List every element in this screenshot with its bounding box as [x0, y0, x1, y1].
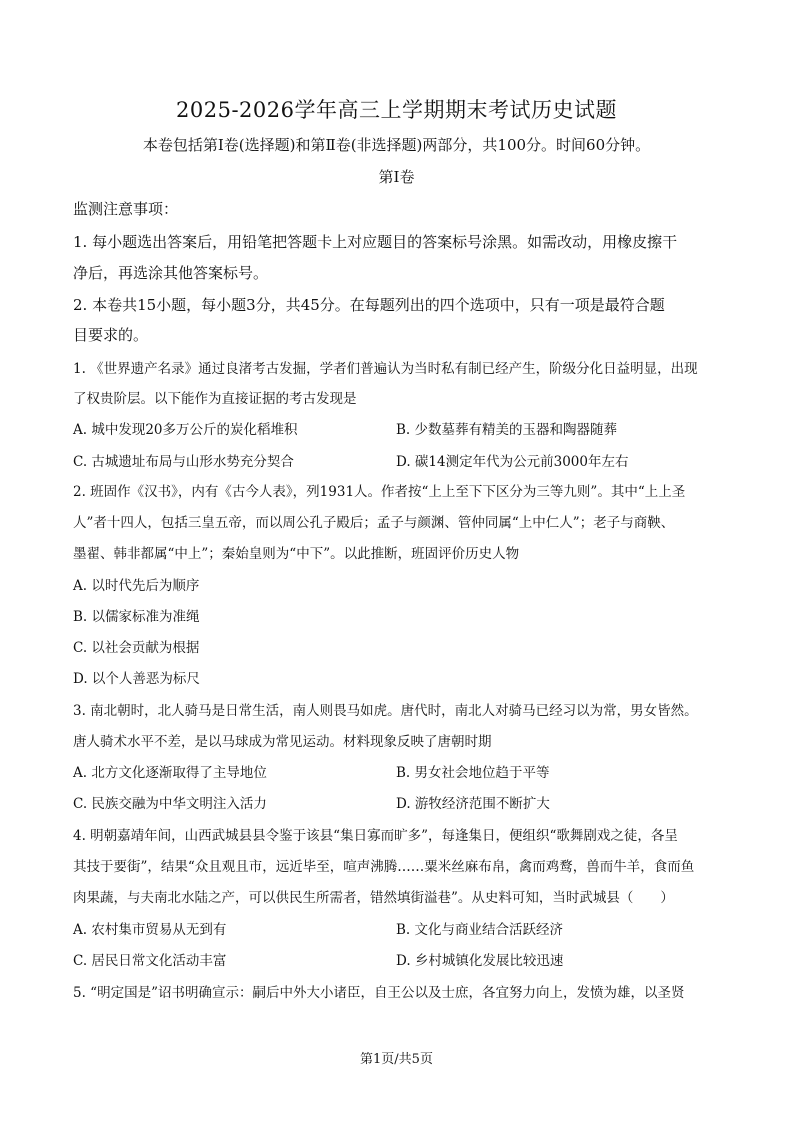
- question-5-stem-line-1: 5. “明定国是”诏书明确宣示：嗣后中外大小诸臣，自王公以及士庶，各宜努力向上，发愤为雄，以圣贤: [73, 985, 685, 1001]
- question-4-option-b: B. 文化与商业结合活跃经济: [396, 922, 564, 938]
- question-4-stem-line-2: 其技于要街”，结果“众且观且市，远近毕至，喧声沸腾……粟米丝麻布帛，禽而鸡鹜，兽而牛羊，食而鱼: [73, 859, 695, 875]
- question-1-option-a: A. 城中发现20多万公斤的炭化稻堆积: [73, 422, 298, 438]
- question-2-stem-line-2: 人”者十四人，包括三皇五帝，而以周公孔子殿后；孟子与颜渊、管仲同属“上中仁人”；老子与商鞅、: [73, 515, 675, 531]
- page-title: 2025-2026学年高三上学期期末考试历史试题: [176, 98, 617, 122]
- question-4-option-a: A. 农村集市贸易从无到有: [73, 922, 227, 938]
- section-heading: 第Ⅰ卷: [378, 168, 415, 186]
- question-4-option-c: C. 居民日常文化活动丰富: [73, 953, 227, 969]
- question-3-option-d: D. 游牧经济范围不断扩大: [396, 796, 550, 812]
- question-1-option-d: D. 碳14测定年代为公元前3000年左右: [396, 454, 629, 470]
- notes-heading: 监测注意事项：: [73, 200, 179, 218]
- question-1-option-b: B. 少数墓葬有精美的玉器和陶器随葬: [396, 422, 618, 438]
- question-2-stem-line-1: 2. 班固作《汉书》，内有《古今人表》，列1931人。作者按“上上至下下区分为三等九则”。其中“上上圣: [73, 484, 686, 500]
- notes-item-1-line-2: 净后，再选涂其他答案标号。: [73, 264, 269, 282]
- question-2-option-d: D. 以个人善恶为标尺: [73, 671, 200, 687]
- question-3-stem-line-1: 3. 南北朝时，北人骑马是日常生活，南人则畏马如虎。唐代时，南北人对骑马已经习以为常，男女皆然。: [73, 703, 698, 719]
- question-2-option-a: A. 以时代先后为顺序: [73, 578, 200, 594]
- question-4-option-d: D. 乡村城镇化发展比较迅速: [396, 953, 564, 969]
- notes-item-1-line-1: 1. 每小题选出答案后，用铅笔把答题卡上对应题目的答案标号涂黑。如需改动，用橡皮擦干: [73, 233, 678, 251]
- question-4-stem-line-3: 肉果蔬，与夫南北水陆之产，可以供民生所需者，错然填街溢巷”。从史料可知，当时武城县（ ）: [73, 890, 674, 906]
- notes-item-2-line-2: 目要求的。: [73, 326, 149, 344]
- question-2-option-c: C. 以社会贡献为根据: [73, 640, 200, 656]
- question-3-option-b: B. 男女社会地位趋于平等: [396, 765, 550, 781]
- page-number: 第1页/共5页: [360, 1052, 433, 1067]
- question-3-stem-line-2: 唐人骑术水平不差，是以马球成为常见运动。材料现象反映了唐朝时期: [73, 734, 492, 750]
- exam-description: 本卷包括第Ⅰ卷(选择题)和第Ⅱ卷(非选择题)两部分，共100分。时间60分钟。: [142, 136, 651, 154]
- question-4-stem-line-1: 4. 明朝嘉靖年间，山西武城县县令鉴于该县“集日寡而旷多”，每逢集日，便组织“歌舞剧戏之徒，各呈: [73, 828, 678, 844]
- question-1-option-c: C. 古城遗址布局与山形水势充分契合: [73, 454, 294, 470]
- question-1-stem-line-1: 1. 《世界遗产名录》通过良渚考古发掘，学者们普遍认为当时私有制已经产生，阶级分化日益明显，出现: [73, 361, 698, 377]
- question-2-stem-line-3: 墨翟、韩非都属“中上”；秦始皇则为“中下”。以此推断，班固评价历史人物: [73, 546, 520, 562]
- question-1-stem-line-2: 了权贵阶层。以下能作为直接证据的考古发现是: [73, 391, 357, 407]
- notes-item-2-line-1: 2. 本卷共15小题，每小题3分，共45分。在每题列出的四个选项中，只有一项是最符合题: [73, 296, 665, 314]
- question-3-option-a: A. 北方文化逐渐取得了主导地位: [73, 765, 267, 781]
- question-3-option-c: C. 民族交融为中华文明注入活力: [73, 796, 267, 812]
- question-2-option-b: B. 以儒家标准为准绳: [73, 609, 200, 625]
